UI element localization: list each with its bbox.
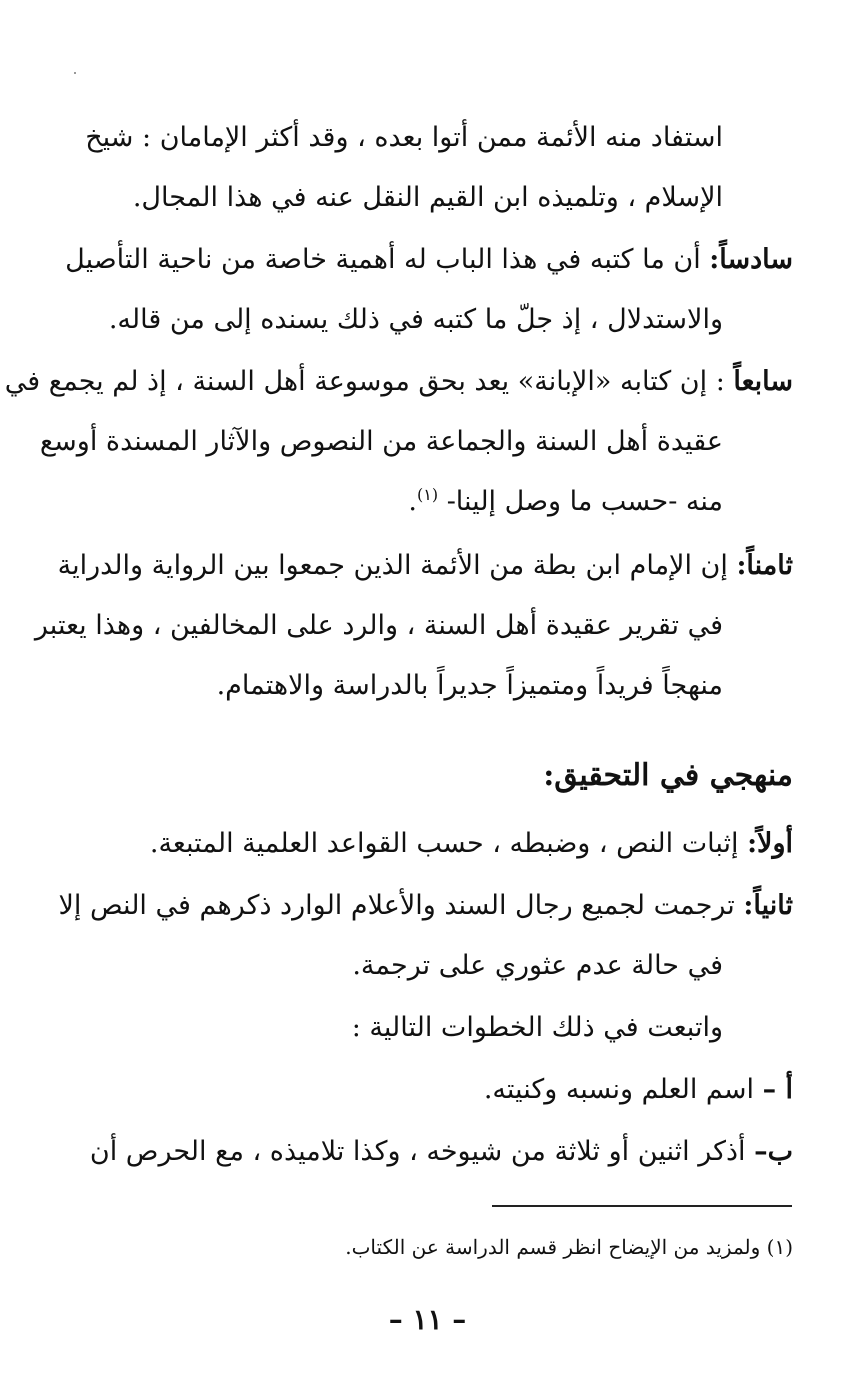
method-first bbox=[58, 824, 793, 864]
paragraph-text: الإسلام ، وتلميذه ابن القيم النقل عنه في هذا المجال. bbox=[132, 182, 723, 213]
step-label: ب– bbox=[754, 1136, 793, 1167]
step-a bbox=[58, 1070, 793, 1110]
point-text: أن ما كتبه في هذا الباب له أهمية خاصة من ناحية التأصيل bbox=[65, 244, 710, 275]
step-text: أذكر اثنين أو ثلاثة من شيوخه ، وكذا تلاميذه ، مع الحرص أن bbox=[89, 1136, 755, 1167]
point-label: سادساً: bbox=[709, 244, 793, 275]
paragraph-text: منه -حسب ما وصل إلينا- bbox=[446, 486, 723, 517]
page-number: – ١١ – bbox=[388, 1303, 467, 1336]
footnote-separator bbox=[492, 1205, 792, 1207]
point-text: : إن كتابه «الإبانة» يعد بحق موسوعة أهل السنة ، إذ لم يجمع في bbox=[4, 366, 734, 397]
paragraph-line bbox=[39, 422, 723, 462]
steps-intro bbox=[58, 1008, 723, 1048]
point-text: ترجمت لجميع رجال السند والأعلام الوارد ذكرهم في النص إلا bbox=[58, 890, 744, 921]
paragraph-line bbox=[58, 118, 723, 158]
paragraph-end: . bbox=[408, 486, 417, 517]
step-b bbox=[58, 1132, 793, 1172]
section-heading: منهجي في التحقيق: bbox=[543, 758, 793, 793]
paragraph-text: واتبعت في ذلك الخطوات التالية : bbox=[351, 1012, 723, 1043]
footnote: (١) ولمزيد من الإيضاح انظر قسم الدراسة عن الكتاب. bbox=[345, 1235, 793, 1259]
paragraph-text: والاستدلال ، إذ جلّ ما كتبه في ذلك يسنده إلى من قاله. bbox=[108, 304, 723, 335]
point-seventh bbox=[4, 362, 793, 402]
paragraph-text: عقيدة أهل السنة والجماعة من النصوص والآثار المسندة أوسع bbox=[39, 426, 723, 457]
point-eighth bbox=[58, 546, 793, 586]
point-label: ثانياً: bbox=[743, 890, 793, 921]
paragraph-text: في تقرير عقيدة أهل السنة ، والرد على المخالفين ، وهذا يعتبر bbox=[34, 610, 723, 641]
point-sixth bbox=[58, 240, 793, 280]
paragraph-text: منهجاً فريداً ومتميزاً جديراً بالدراسة والاهتمام. bbox=[216, 670, 723, 701]
scan-speck bbox=[74, 72, 76, 74]
paragraph-line bbox=[58, 666, 723, 706]
point-label: أولاً: bbox=[747, 828, 793, 859]
paragraph-line bbox=[58, 178, 723, 218]
paragraph-line bbox=[58, 482, 723, 522]
paragraph-line bbox=[34, 606, 723, 646]
point-label: سابعاً bbox=[733, 366, 793, 397]
step-label: أ – bbox=[762, 1074, 793, 1105]
point-label: ثامناً: bbox=[736, 550, 793, 581]
paragraph-line bbox=[58, 300, 723, 340]
paragraph-text: في حالة عدم عثوري على ترجمة. bbox=[352, 950, 723, 981]
paragraph-text: استفاد منه الأئمة ممن أتوا بعده ، وقد أكثر الإمامان : شيخ bbox=[85, 122, 723, 153]
step-text: اسم العلم ونسبه وكنيته. bbox=[483, 1074, 763, 1105]
method-second bbox=[58, 886, 793, 926]
point-text: إثبات النص ، وضبطه ، حسب القواعد العلمية المتبعة. bbox=[149, 828, 748, 859]
point-text: إن الإمام ابن بطة من الأئمة الذين جمعوا بين الرواية والدراية bbox=[57, 550, 737, 581]
footnote-reference[interactable]: (١) bbox=[417, 485, 439, 504]
paragraph-line bbox=[58, 946, 723, 986]
